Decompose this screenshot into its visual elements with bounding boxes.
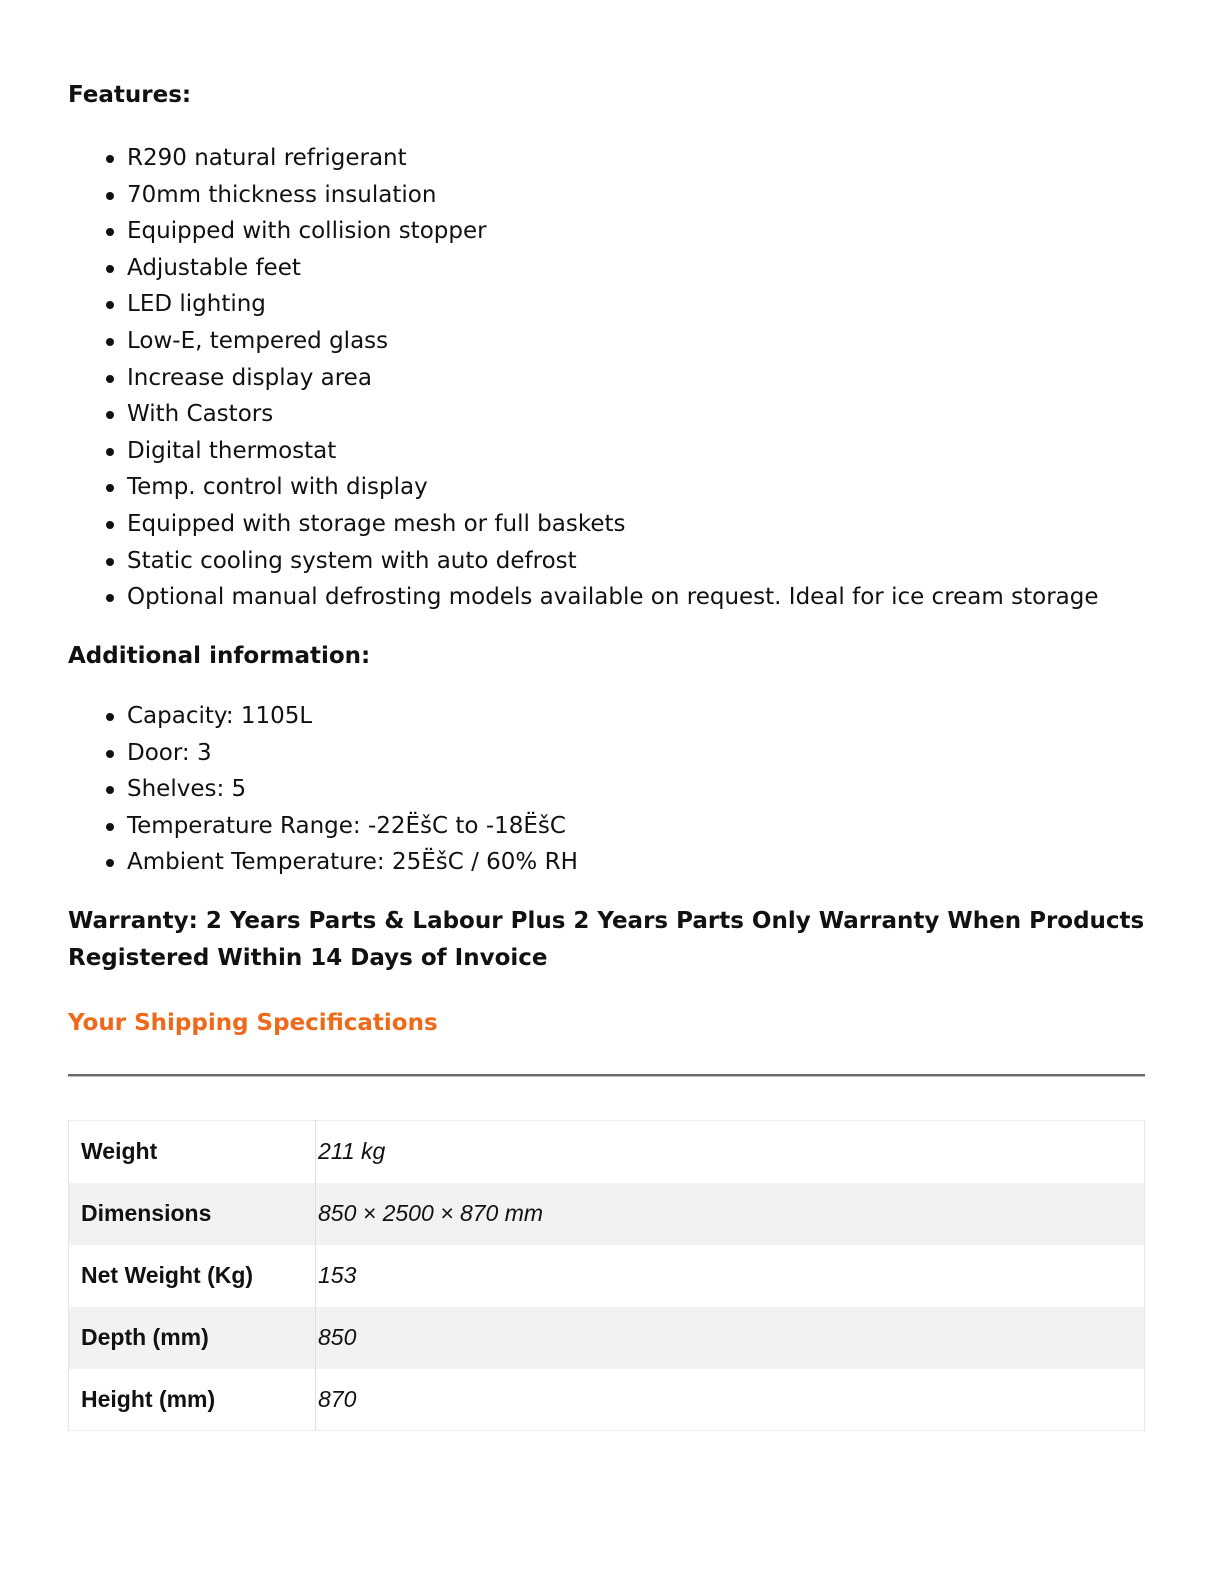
additional-info-list (68, 698, 1168, 881)
bullet-icon (106, 375, 114, 383)
spec-value: 153 (318, 1262, 357, 1288)
bullet-icon (106, 786, 114, 794)
bullet-icon (106, 594, 114, 602)
spec-value: 850 × 2500 × 870 mm (318, 1200, 544, 1226)
warranty-text: Warranty: 2 Years Parts & Labour Plus 2 Years Parts Only Warranty When Products Registered Within 14 Days of Invoice (68, 908, 1145, 971)
list-item: With Castors (68, 396, 1168, 433)
additional-info-heading: Additional information: (68, 643, 371, 669)
spec-label: Net Weight (Kg) (69, 1245, 316, 1307)
list-item: Equipped with collision stopper (68, 213, 1168, 250)
shipping-specs-table (68, 1120, 1145, 1431)
list-item: Temperature Range: -22ËšC to -18ËšC (68, 808, 1168, 845)
list-item: Ambient Temperature: 25ËšC / 60% RH (68, 844, 1168, 881)
spec-label: Height (mm) (69, 1369, 316, 1431)
features-heading: Features: (68, 82, 192, 108)
bullet-icon (106, 750, 114, 758)
bullet-icon (106, 713, 114, 721)
list-item: 70mm thickness insulation (68, 177, 1168, 214)
list-item: Optional manual defrosting models available on request. Ideal for ice cream storage (68, 579, 1168, 616)
bullet-icon (106, 338, 114, 346)
bullet-icon (106, 823, 114, 831)
list-item: Adjustable feet (68, 250, 1168, 287)
bullet-icon (106, 192, 114, 200)
list-item: Temp. control with display (68, 469, 1168, 506)
list-item: R290 natural refrigerant (68, 140, 1168, 177)
bullet-icon (106, 411, 114, 419)
list-item: Increase display area (68, 360, 1168, 397)
list-item: Digital thermostat (68, 433, 1168, 470)
list-item: Door: 3 (68, 735, 1168, 772)
table-row (69, 1121, 1145, 1183)
features-list (68, 140, 1168, 616)
spec-value: 211 kg (318, 1138, 386, 1165)
list-item: Shelves: 5 (68, 771, 1168, 808)
divider (68, 1074, 1145, 1077)
bullet-icon (106, 265, 114, 273)
bullet-icon (106, 558, 114, 566)
table-row (69, 1307, 1145, 1369)
table-row (69, 1245, 1145, 1307)
list-item: Static cooling system with auto defrost (68, 543, 1168, 580)
bullet-icon (106, 859, 114, 867)
list-item: Low-E, tempered glass (68, 323, 1168, 360)
bullet-icon (106, 228, 114, 236)
list-item: Capacity: 1105L (68, 698, 1168, 735)
spec-label: Dimensions (69, 1183, 316, 1245)
bullet-icon (106, 301, 114, 309)
table-row (69, 1369, 1145, 1431)
shipping-specifications-title: Your Shipping Specifications (68, 1010, 438, 1036)
spec-label: Depth (mm) (69, 1307, 316, 1369)
spec-value: 870 (318, 1385, 357, 1412)
table-row (69, 1183, 1145, 1245)
bullet-icon (106, 155, 114, 163)
spec-value: 850 (318, 1324, 357, 1350)
bullet-icon (106, 521, 114, 529)
bullet-icon (106, 448, 114, 456)
bullet-icon (106, 484, 114, 492)
list-item: LED lighting (68, 286, 1168, 323)
spec-label: Weight (69, 1121, 316, 1183)
list-item: Equipped with storage mesh or full baskets (68, 506, 1168, 543)
